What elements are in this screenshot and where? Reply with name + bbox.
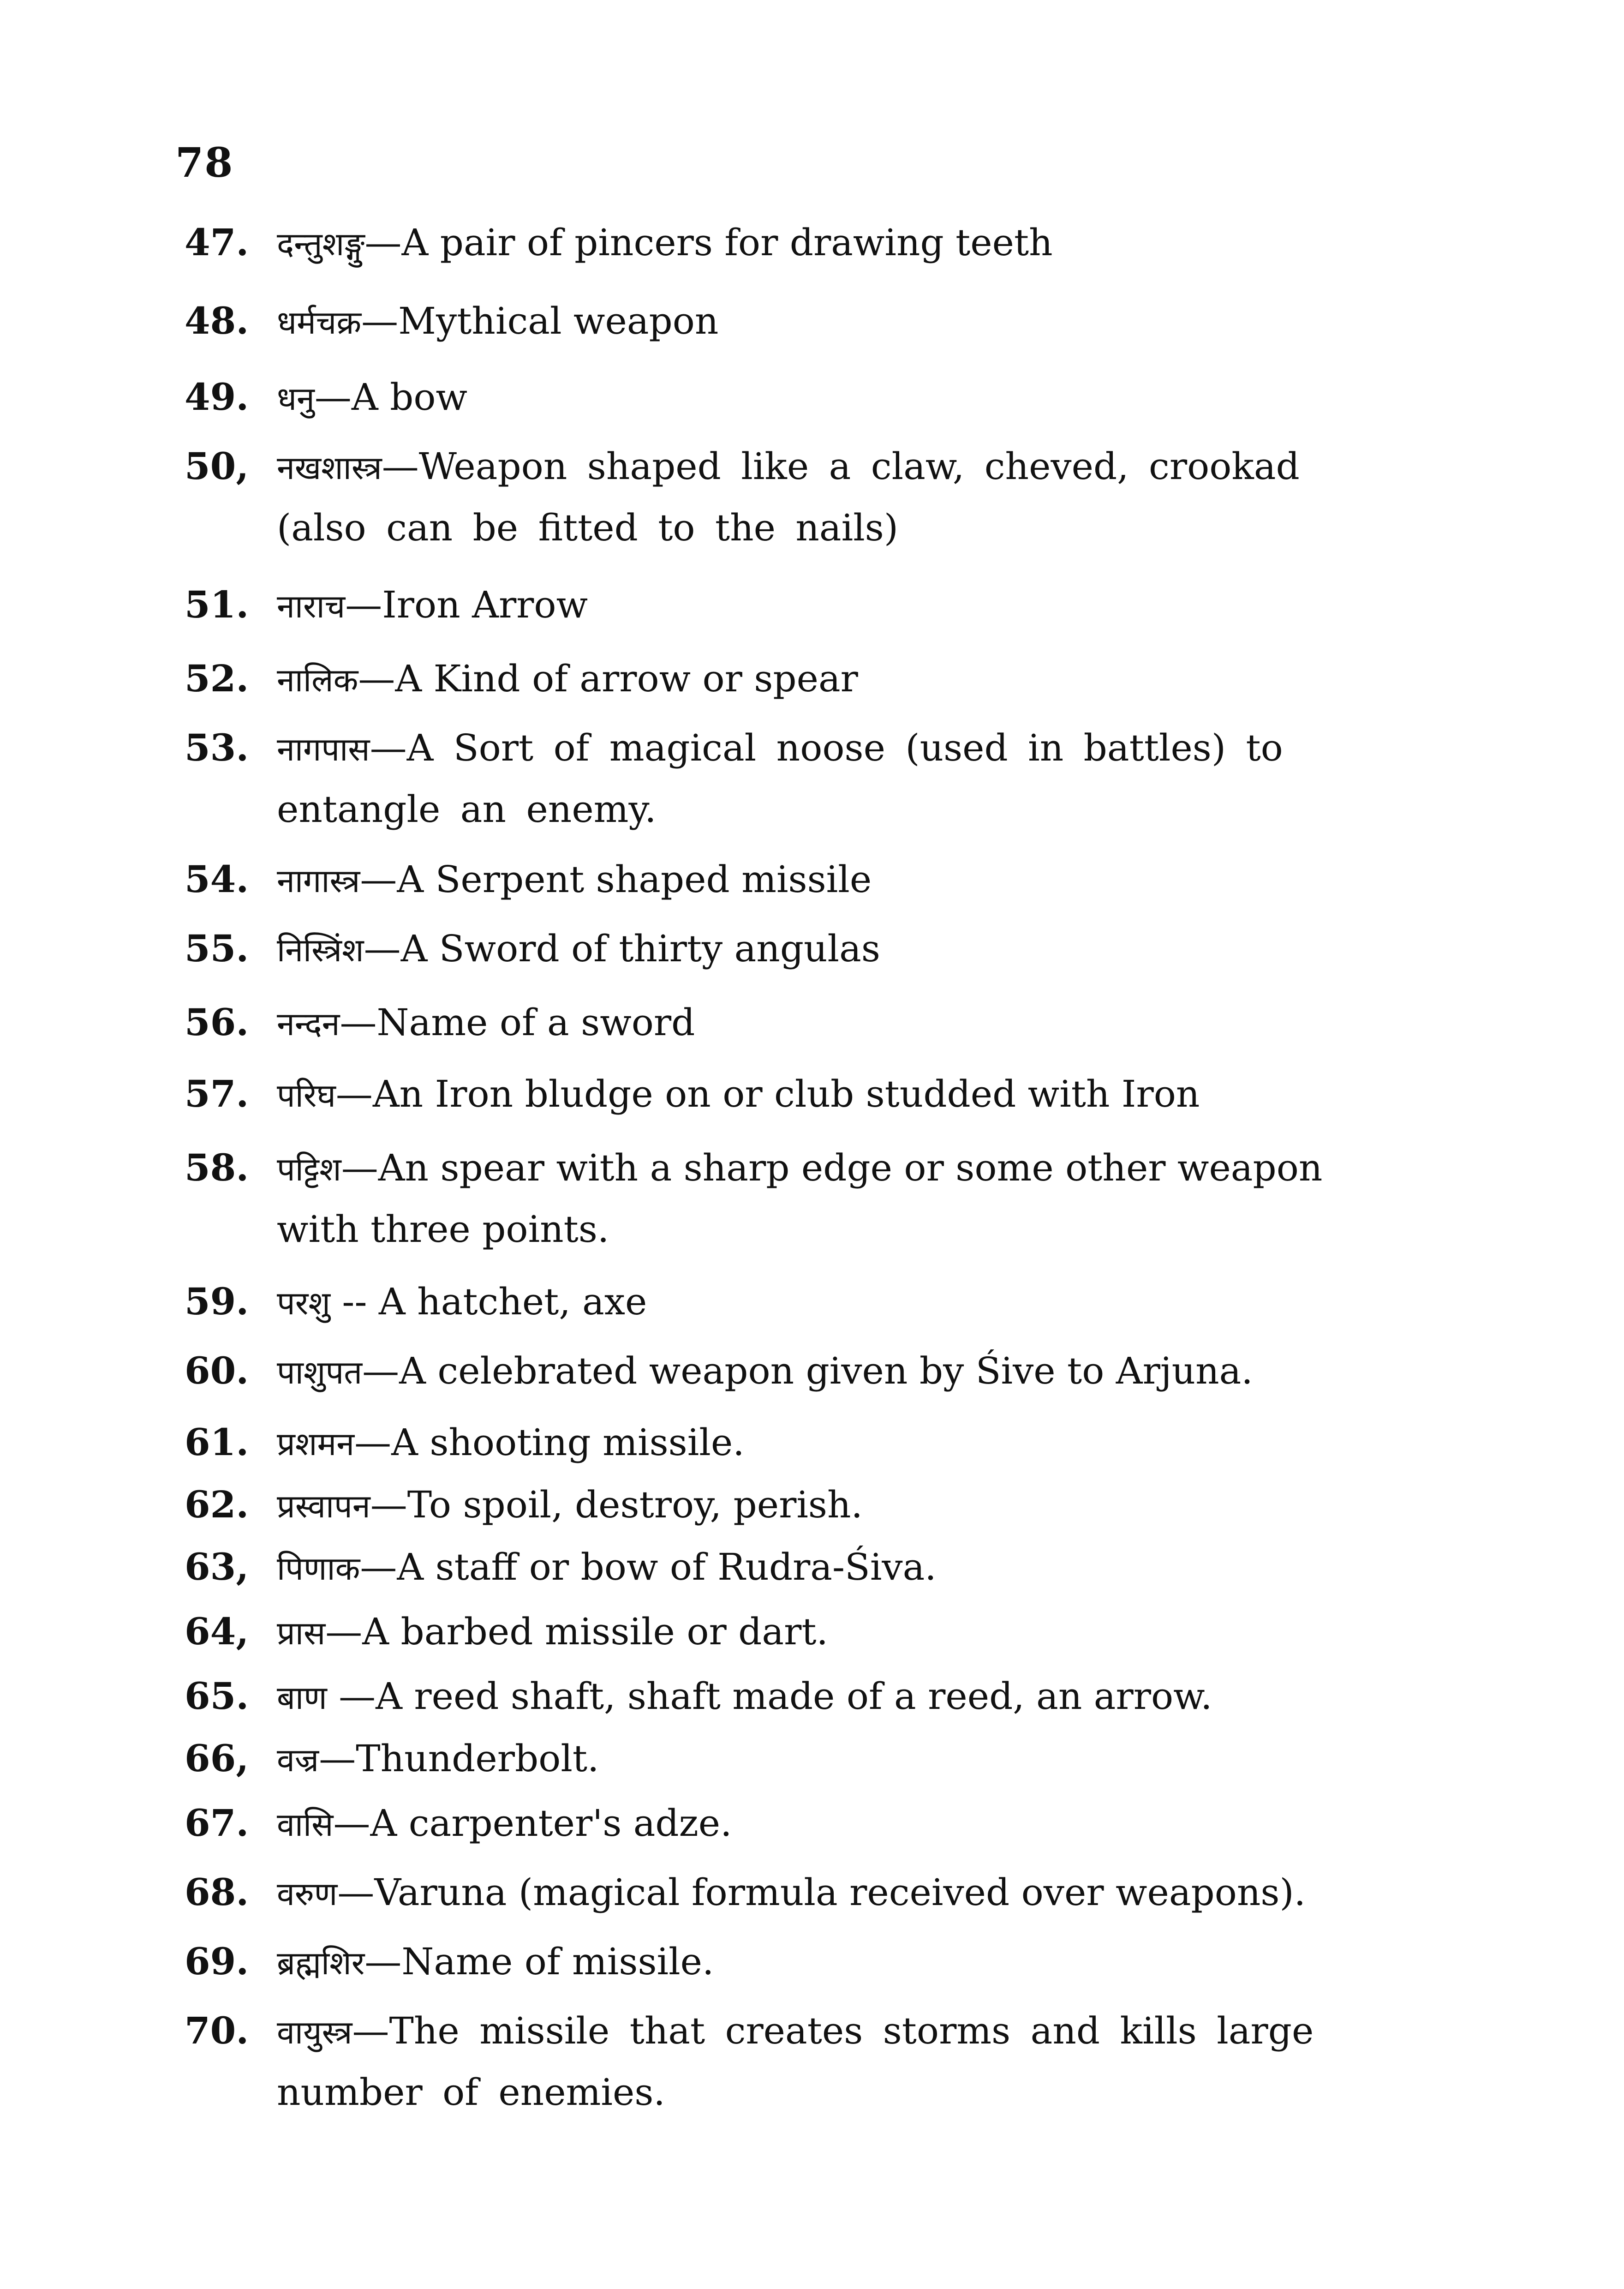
separator: — — [364, 927, 401, 970]
separator: — — [361, 300, 399, 342]
sanskrit-term: नागास्त्र — [277, 862, 360, 900]
sanskrit-term: वज्र — [277, 1741, 319, 1779]
glossary-entry-47 — [185, 212, 1476, 274]
definition: A Sword of thirty angulas — [400, 927, 880, 970]
glossary-entry-68 — [185, 1862, 1476, 1924]
definition: An Iron bludge on or club studded with Iron — [372, 1073, 1200, 1115]
entry-number: 51. — [185, 583, 249, 626]
sanskrit-term: निस्त्रिंश — [277, 931, 364, 969]
glossary-entry-56 — [185, 992, 1476, 1054]
definition: A pair of pincers for drawing teeth — [401, 221, 1053, 264]
separator: — — [345, 583, 382, 626]
entry-number: 58. — [185, 1146, 249, 1189]
separator: — — [319, 1737, 356, 1780]
sanskrit-term: नागपास — [277, 731, 370, 768]
entry-number: 68. — [185, 1870, 249, 1914]
separator: — — [362, 1349, 400, 1392]
entry-number: 63, — [185, 1545, 249, 1588]
definition: A hatchet, axe — [378, 1280, 647, 1323]
glossary-entry-60 — [185, 1341, 1476, 1402]
glossary-entry-61 — [185, 1412, 1476, 1474]
separator: — — [337, 1871, 375, 1914]
sanskrit-term: नाराच — [277, 587, 346, 625]
definition: A bow — [351, 376, 467, 419]
sanskrit-term: प्रास — [277, 1614, 326, 1652]
separator: — — [341, 1146, 378, 1189]
definition: A carpenter's adze. — [370, 1802, 732, 1845]
separator: — — [333, 1802, 370, 1845]
sanskrit-term: वरुण — [277, 1875, 338, 1913]
definition: Varuna (magical formula received over weapons). — [374, 1871, 1306, 1914]
definition: Name of a sword — [376, 1001, 695, 1044]
separator: — — [360, 1546, 397, 1588]
separator: — — [340, 1001, 377, 1044]
sanskrit-term: धर्मचक्र — [277, 304, 362, 342]
definition: Name of missile. — [401, 1940, 714, 1983]
entry-number: 70. — [185, 2009, 249, 2052]
glossary-entry-49 — [185, 367, 1476, 429]
separator: — — [327, 1675, 376, 1718]
entry-number: 55. — [185, 927, 249, 970]
separator: — — [370, 726, 407, 769]
sanskrit-term: धनु — [277, 380, 315, 418]
glossary-entry-48 — [185, 291, 1476, 353]
definition: A celebrated weapon given by Śive to Arjuna. — [399, 1349, 1253, 1392]
separator: — — [354, 1421, 392, 1464]
sanskrit-term: दन्तुशङ्गु — [277, 225, 365, 263]
sanskrit-term: पिणाक — [277, 1550, 360, 1588]
sanskrit-term: परशु — [277, 1284, 330, 1322]
definition: A barbed missile or dart. — [362, 1610, 828, 1653]
entry-number: 48. — [185, 299, 249, 342]
definition: A Serpent shaped missile — [397, 858, 872, 901]
entry-number: 69. — [185, 1940, 249, 1983]
separator: — — [364, 1940, 402, 1983]
sanskrit-term: वायुस्त्र — [277, 2013, 352, 2051]
sanskrit-term: पाशुपत — [277, 1354, 363, 1391]
separator: — — [364, 221, 402, 264]
entry-number: 49. — [185, 375, 249, 419]
entry-number: 65. — [185, 1674, 249, 1718]
glossary-entry-62 — [185, 1474, 1476, 1536]
sanskrit-term: वासि — [277, 1806, 334, 1844]
glossary-entry-63 — [185, 1537, 1476, 1599]
glossary-entry-57 — [185, 1064, 1476, 1126]
separator: — — [325, 1610, 363, 1653]
entry-number: 50, — [185, 444, 249, 488]
entry-number: 57. — [185, 1072, 249, 1115]
sanskrit-term: पट्टिश — [277, 1150, 341, 1188]
entry-number: 66, — [185, 1737, 249, 1780]
definition: Weapon shaped like a claw, cheved, crookad — [418, 445, 1300, 488]
glossary-entry-58 — [185, 1138, 1476, 1259]
glossary-entry-67 — [185, 1793, 1476, 1855]
definition: Iron Arrow — [382, 583, 588, 626]
glossary-entry-59 — [185, 1271, 1476, 1333]
entry-number: 67. — [185, 1801, 249, 1845]
entry-number: 54. — [185, 857, 249, 901]
sanskrit-term: नन्दन — [277, 1005, 340, 1043]
definition-continuation: (also can be fitted to the nails) — [277, 506, 899, 549]
definition: Mythical weapon — [398, 300, 719, 342]
definition: A Kind of arrow or spear — [395, 657, 858, 700]
separator: — — [370, 1483, 407, 1526]
glossary-entry-51 — [185, 575, 1476, 636]
definition: The missile that creates storms and kills large — [389, 2009, 1314, 2052]
entry-number: 59. — [185, 1280, 249, 1323]
sanskrit-term: नालिक — [277, 661, 358, 699]
entry-number: 56. — [185, 1001, 249, 1044]
glossary-entry-50 — [185, 436, 1476, 558]
glossary-entry-54 — [185, 849, 1476, 911]
glossary-entry-69 — [185, 1931, 1476, 1993]
separator: — — [358, 657, 395, 700]
glossary-entry-70 — [185, 2001, 1476, 2122]
sanskrit-term: ब्रह्मशिर — [277, 1944, 365, 1982]
sanskrit-term: प्रस्वापन — [277, 1487, 370, 1525]
sanskrit-term: परिघ — [277, 1077, 336, 1115]
glossary-entry-53 — [185, 718, 1476, 839]
definition: To spoil, destroy, perish. — [407, 1483, 863, 1526]
glossary-entry-52 — [185, 648, 1476, 710]
definition: A shooting missile. — [391, 1421, 745, 1464]
entry-number: 52. — [185, 657, 249, 700]
sanskrit-term: प्रशमन — [277, 1425, 355, 1463]
sanskrit-term: नखशास्त्र — [277, 449, 382, 487]
glossary-entry-64 — [185, 1601, 1476, 1663]
separator: — — [314, 376, 352, 419]
glossary-entry-55 — [185, 918, 1476, 980]
separator: — — [382, 445, 419, 488]
entry-number: 61. — [185, 1420, 249, 1464]
separator: — — [335, 1073, 373, 1115]
separator: -- — [330, 1280, 379, 1323]
sanskrit-term: बाण — [277, 1679, 327, 1717]
entry-number: 64, — [185, 1610, 249, 1653]
entry-number: 60. — [185, 1349, 249, 1392]
glossary-entry-65 — [185, 1666, 1476, 1728]
definition-continuation: with three points. — [277, 1208, 609, 1251]
definition: A staff or bow of Rudra-Śiva. — [397, 1546, 937, 1588]
entry-number: 53. — [185, 726, 249, 769]
definition: Thunderbolt. — [356, 1737, 599, 1780]
definition: A Sort of magical noose (used in battles) to — [406, 726, 1283, 769]
definition: A reed shaft, shaft made of a reed, an arrow. — [376, 1675, 1212, 1718]
entry-number: 62. — [185, 1483, 249, 1526]
separator: — — [360, 858, 397, 901]
entry-number: 47. — [185, 221, 249, 264]
glossary-entry-66 — [185, 1728, 1476, 1790]
definition: An spear with a sharp edge or some other weapon — [378, 1146, 1323, 1189]
separator: — — [352, 2009, 389, 2052]
page-number: 78 — [175, 138, 234, 186]
definition-continuation: entangle an enemy. — [277, 788, 657, 831]
definition-continuation: number of enemies. — [277, 2071, 665, 2114]
